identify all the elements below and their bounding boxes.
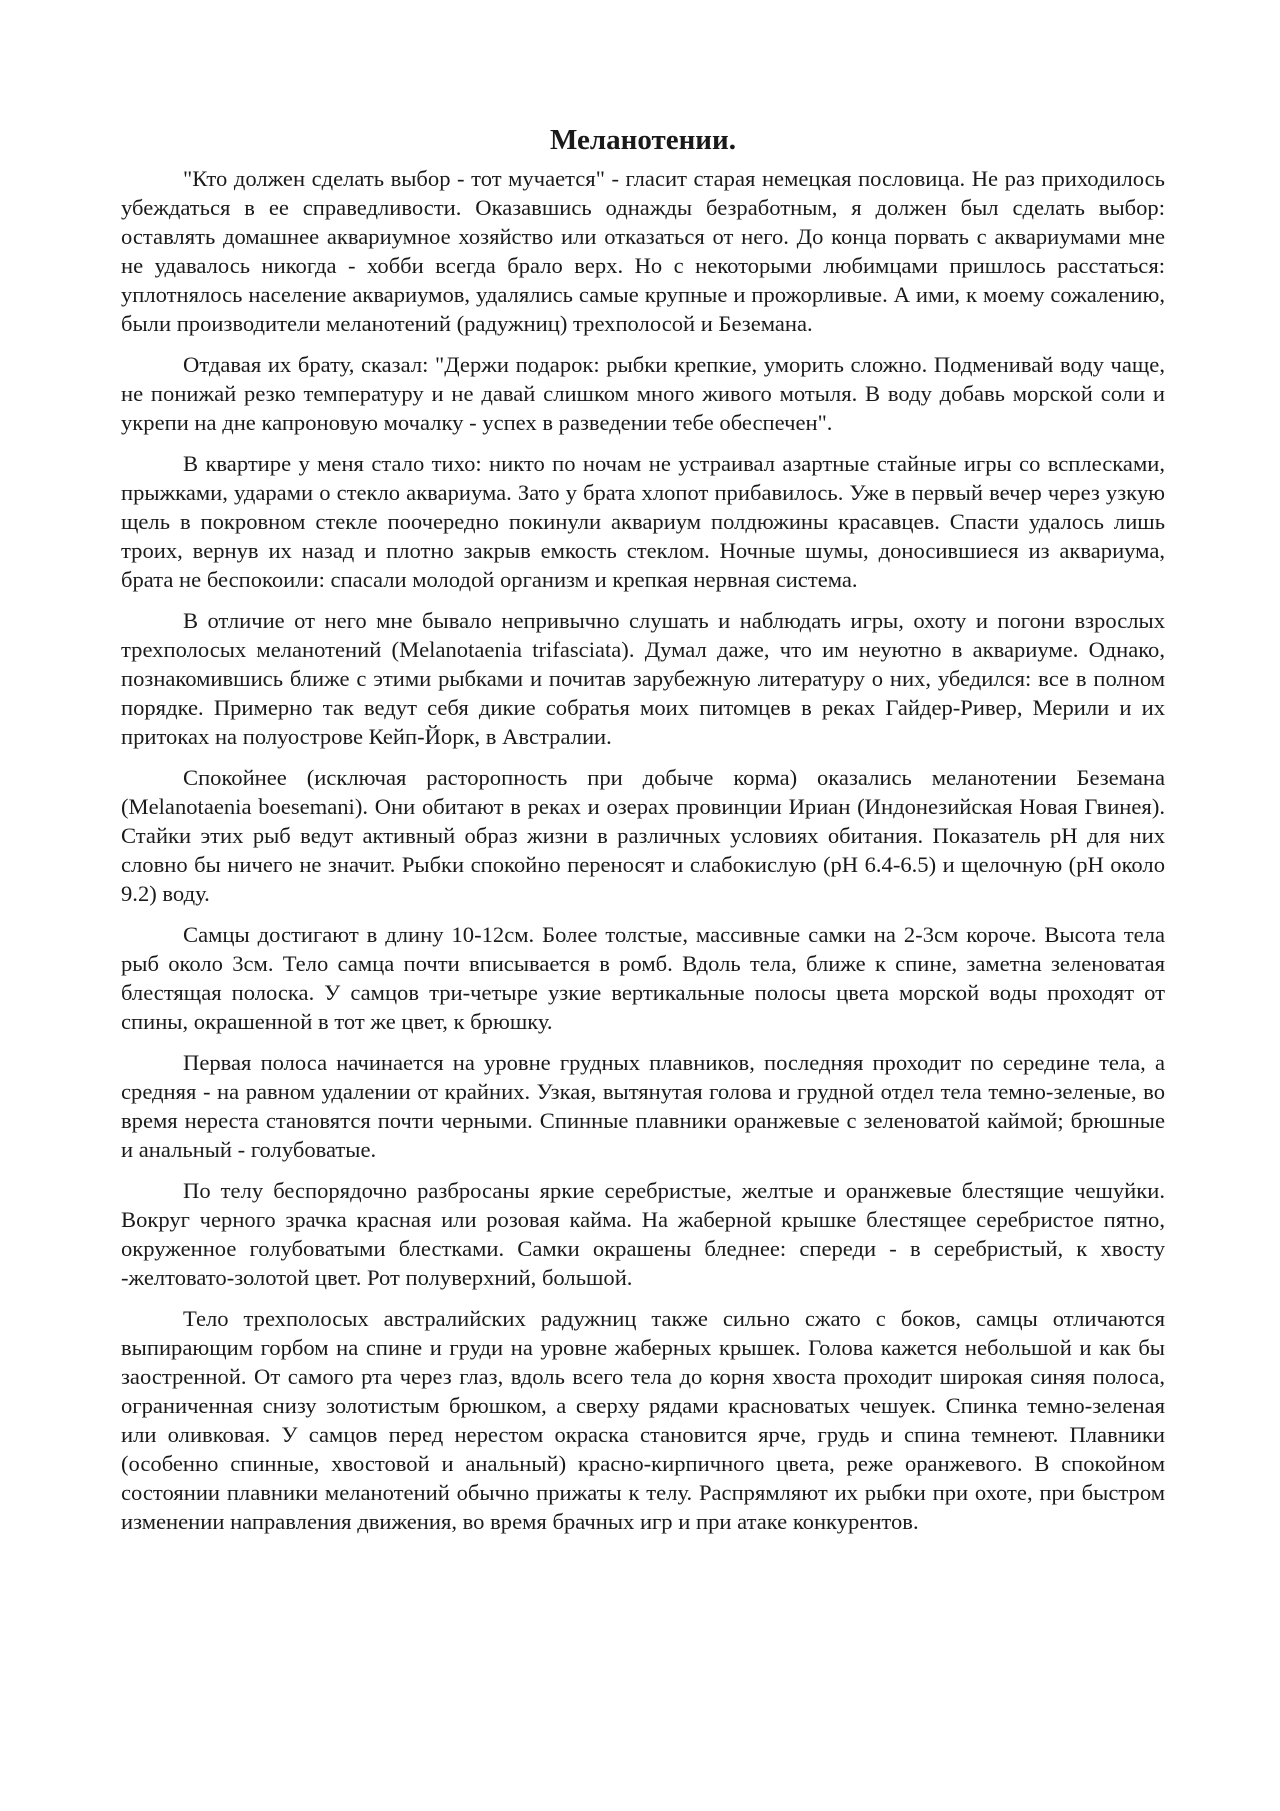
paragraph: В отличие от него мне бывало непривычно слушать и наблюдать игры, охоту и погони взрослых трехполосых меланотений (Melanotaenia trifasciata). Думал даже, что им неуютно в аквариуме. Однако, познакомившись ближе с этими рыбками и почитав зарубежную литературу о них, убедился: все в полном порядке. Примерно так ведут себя дикие собратья моих питомцев в реках Гайдер-Ривер, Мерили и их притоках на полуострове Кейп-Йорк, в Австралии. — [121, 608, 1165, 749]
paragraph: Первая полоса начинается на уровне грудных плавников, последняя проходит по середине тела, а средняя - на равном удалении от крайних. Узкая, вытянутая голова и грудной отдел тела темно-зеленые, во время нереста становятся почти черными. Спинные плавники оранжевые с зеленоватой каймой; брюшные и анальный - голубоватые. — [121, 1050, 1165, 1162]
paragraph: По телу беспорядочно разбросаны яркие серебристые, желтые и оранжевые блестящие чешуйки. Вокруг черного зрачка красная или розовая кайма. На жаберной крышке блестящее серебристое пятно, окруженное голубоватыми блестками. Самки окрашены бледнее: спереди - в серебристый, к хвосту -желтовато-золотой цвет. Рот полуверхний, большой. — [121, 1178, 1165, 1290]
document-body — [121, 122, 1165, 1548]
page-title: Меланотении. — [550, 124, 736, 156]
paragraph: "Кто должен сделать выбор - тот мучается" - гласит старая немецкая пословица. Не раз приходилось убеждаться в ее справедливости. Оказавшись однажды безработным, я должен был сделать выбор: оставлять домашнее аквариумное хозяйство или отказаться от него. До конца порвать с аквариумами мне не удавалось никогда - хобби всегда брало верх. Но с некоторыми любимцами пришлось расстаться: уплотнялось население аквариумов, удалялись самые крупные и прожорливые. А ими, к моему сожалению, были производители меланотений (радужниц) трехполосой и Беземана. — [121, 166, 1165, 336]
paragraph: Самцы достигают в длину 10-12см. Более толстые, массивные самки на 2-3см короче. Высота тела рыб около 3см. Тело самца почти вписывается в ромб. Вдоль тела, ближе к спине, заметна зеленоватая блестящая полоска. У самцов три-четыре узкие вертикальные полосы цвета морской воды проходят от спины, окрашенной в тот же цвет, к брюшку. — [121, 922, 1165, 1034]
paragraph: Спокойнее (исключая расторопность при добыче корма) оказались меланотении Беземана (Melanotaenia boesemani). Они обитают в реках и озерах провинции Ириан (Индонезийская Новая Гвинея). Стайки этих рыб ведут активный образ жизни в различных условиях обитания. Показатель pH для них словно бы ничего не значит. Рыбки спокойно переносят и слабокислую (pH 6.4-6.5) и щелочную (pH около 9.2) воду. — [121, 765, 1165, 906]
paragraph: В квартире у меня стало тихо: никто по ночам не устраивал азартные стайные игры со всплесками, прыжками, ударами о стекло аквариума. Зато у брата хлопот прибавилось. Уже в первый вечер через узкую щель в покровном стекле поочередно покинули аквариум полдюжины красавцев. Спасти удалось лишь троих, вернув их назад и плотно закрыв емкость стеклом. Ночные шумы, доносившиеся из аквариума, брата не беспокоили: спасали молодой организм и крепкая нервная система. — [121, 451, 1165, 592]
paragraph: Отдавая их брату, сказал: "Держи подарок: рыбки крепкие, уморить сложно. Подменивай воду чаще, не понижай резко температуру и не давай слишком много живого мотыля. В воду добавь морской соли и укрепи на дне капроновую мочалку - успех в разведении тебе обеспечен". — [121, 352, 1165, 435]
paragraph: Тело трехполосых австралийских радужниц также сильно сжато с боков, самцы отличаются выпирающим горбом на спине и груди на уровне жаберных крышек. Голова кажется небольшой и как бы заостренной. От самого рта через глаз, вдоль всего тела до корня хвоста проходит широкая синяя полоса, ограниченная снизу золотистым брюшком, а сверху рядами красноватых чешуек. Спинка темно-зеленая или оливковая. У самцов перед нерестом окраска становится ярче, грудь и спина темнеют. Плавники (особенно спинные, хвостовой и анальный) красно-кирпичного цвета, реже оранжевого. В спокойном состоянии плавники меланотений обычно прижаты к телу. Распрямляют их рыбки при охоте, при быстром изменении направления движения, во время брачных игр и при атаке конкурентов. — [121, 1306, 1165, 1534]
